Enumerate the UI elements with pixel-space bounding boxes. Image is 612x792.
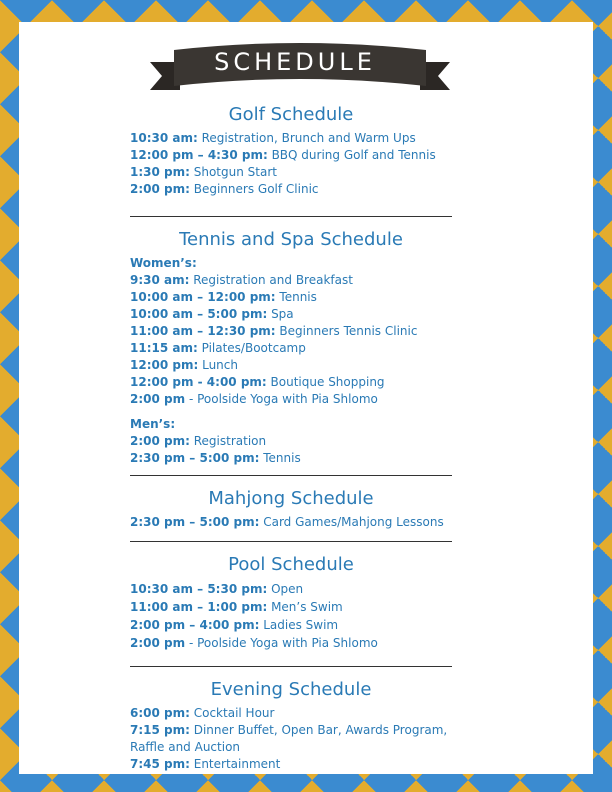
schedule-row: 2:00 pm – 4:00 pm: Ladies Swim bbox=[130, 618, 339, 632]
schedule-row: 10:00 am – 12:00 pm: Tennis bbox=[130, 290, 317, 304]
evening-schedule-title: Evening Schedule bbox=[210, 679, 372, 700]
schedule-row: 2:00 pm: Registration bbox=[130, 434, 267, 448]
schedule-row: 11:00 am – 1:00 pm: Men’s Swim bbox=[130, 600, 343, 614]
schedule-row: 7:45 pm: Entertainment bbox=[130, 757, 281, 771]
mahjong-schedule-title: Mahjong Schedule bbox=[208, 488, 374, 509]
schedule-row: 2:00 pm: Beginners Golf Clinic bbox=[130, 182, 319, 196]
tennis-spa-schedule-title: Tennis and Spa Schedule bbox=[179, 229, 403, 250]
schedule-row: 10:30 am: Registration, Brunch and Warm Ups bbox=[130, 131, 416, 145]
schedule-row: 1:30 pm: Shotgun Start bbox=[130, 165, 277, 179]
section-divider bbox=[130, 475, 452, 476]
banner-title: SCHEDULE bbox=[214, 48, 376, 76]
womens-label: Women’s: bbox=[130, 256, 197, 270]
spacer bbox=[130, 408, 452, 416]
section-divider bbox=[130, 541, 452, 542]
schedule-content bbox=[130, 104, 452, 773]
schedule-row: 7:15 pm: Dinner Buffet, Open Bar, Awards Program, Raffle and Auction bbox=[130, 723, 448, 754]
pool-schedule-title: Pool Schedule bbox=[228, 554, 354, 575]
schedule-row: 2:30 pm – 5:00 pm: Tennis bbox=[130, 451, 301, 465]
schedule-row: 9:30 am: Registration and Breakfast bbox=[130, 273, 353, 287]
schedule-row: 10:30 am – 5:30 pm: Open bbox=[130, 582, 304, 596]
schedule-row: 2:00 pm - Poolside Yoga with Pia Shlomo bbox=[130, 392, 378, 406]
schedule-row: 6:00 pm: Cocktail Hour bbox=[130, 706, 275, 720]
section-divider bbox=[130, 666, 452, 667]
schedule-row: 12:00 pm – 4:30 pm: BBQ during Golf and Tennis bbox=[130, 148, 436, 162]
schedule-row: 10:00 am – 5:00 pm: Spa bbox=[130, 307, 294, 321]
schedule-row: 12:00 pm: Lunch bbox=[130, 358, 238, 372]
schedule-row: 11:00 am – 12:30 pm: Beginners Tennis Clinic bbox=[130, 324, 418, 338]
schedule-row: 2:30 pm – 5:00 pm: Card Games/Mahjong Lessons bbox=[130, 515, 444, 529]
mens-label: Men’s: bbox=[130, 417, 176, 431]
schedule-row: 12:00 pm - 4:00 pm: Boutique Shopping bbox=[130, 375, 385, 389]
schedule-row: 11:15 am: Pilates/Bootcamp bbox=[130, 341, 306, 355]
golf-schedule-title: Golf Schedule bbox=[228, 104, 354, 125]
schedule-row: 2:00 pm - Poolside Yoga with Pia Shlomo bbox=[130, 636, 378, 650]
section-divider bbox=[130, 216, 452, 217]
